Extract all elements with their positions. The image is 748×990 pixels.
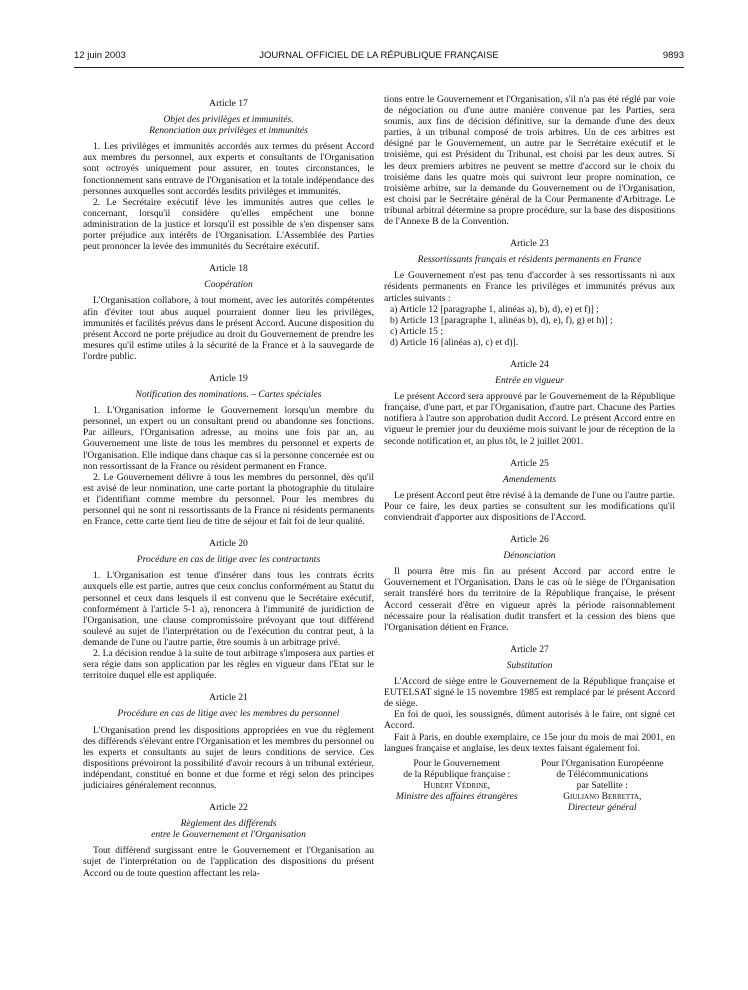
article-27-title: Article 27 (510, 643, 549, 655)
header-title: JOURNAL OFFICIEL DE LA RÉPUBLIQUE FRANÇAISE (259, 50, 499, 61)
article-23-title: Article 23 (510, 238, 549, 250)
sig-gov-line2: de la République française : (403, 768, 511, 780)
article-17-para-1: 1. Les privilèges et immunités accordés aux termes du présent Accord aux membres du personnel, aux experts et consultants de l'Organisation sont octroyés uniquement pour assurer, en toutes circonstances, le fonctionnement sans entrave de l'Organisation et la totale indépendance des personnes auxquelles sont accordés lesdits privilèges et immunités. (83, 141, 374, 197)
article-26-title: Article 26 (510, 534, 549, 546)
sig-org-title: Directeur général (567, 802, 637, 814)
article-19-title: Article 19 (209, 372, 248, 384)
article-26-para-1: Il pourra être mis fin au présent Accord par accord entre le Gouvernement et l'Organisation. Dans le cas où le siège de l'Organisation serait transféré hors du territoire de la République française, le présent Accord cesserait d'être en vigueur après la période raisonnablement nécessaire pour la réalisation dudit transfert et la cession des biens que l'Organisation détient en France. (384, 566, 675, 633)
article-21-para-1: L'Organisation prend les dispositions appropriées en vue du règlement des différends s'élevant entre l'Organisation et les membres du personnel ou les experts et consultants au sujet de leurs conditions de service. Ces dispositions prévoiront la possibilité d'avoir recours à un tribunal extérieur, indépendant, constitué en bonne et due forme et régi selon des principes judiciaires généralement reconnus. (83, 724, 374, 791)
article-19-para-2: 2. Le Gouvernement délivre à tous les membres du personnel, dès qu'il est avisé de leur nomination, une carte portant la photographie du titulaire et l'identifiant comme membre du personnel. Pour les membres du personnel qui ne sont ni ressortissants de la France ni résidents permanents en France, cette carte tient lieu de titre de séjour et fait foi de leur qualité. (83, 471, 374, 528)
header-rule (74, 67, 684, 68)
sig-gov-name: Hubert Védrine, (423, 779, 491, 791)
article-21-title: Article 21 (209, 692, 248, 704)
article-18-title: Article 18 (209, 263, 248, 275)
article-27-subtitle: Substitution (506, 659, 553, 671)
article-22-continuation: tions entre le Gouvernement et l'Organisation, s'il n'a pas été réglé par voie de négociation ou d'une autre manière convenue par les Parties, sera soumis, aux fins de décision définitive, sur la demande d'une des deux parties, à un tribunal composé de trois arbitres. Un de ces arbitres est désigné par le Gouvernement, un autre par le Secrétaire exécutif et le troisième, qui est Président du Tribunal, est choisi par les deux autres. Si les deux premiers arbitres ne peuvent se mettre d'accord sur le choix du troisième dans les quatre mois qui suivront leur propre nomination, ce troisième arbitre, sur la demande du Gouvernement ou de l'Organisation, est choisi par le Secrétaire général de la Cour Permanente d'Arbitrage. Le tribunal arbitral détermine sa propre procédure, sur la base des dispositions de l'Annexe B de la Convention. (384, 94, 675, 228)
list-item: b) Article 13 [paragraphe 1, alinéas b), d), e), f), g) et h)] ; (390, 314, 613, 326)
article-22-title: Article 22 (209, 802, 248, 814)
article-21-subtitle: Procédure en cas de litige avec les membres du personnel (117, 708, 340, 720)
page-header (74, 50, 684, 64)
article-27-para-3: Fait à Paris, en double exemplaire, ce 15e jour du mois de mai 2001, en langues française et anglaise, les deux textes faisant également foi. (384, 731, 675, 754)
article-20-title: Article 20 (209, 538, 248, 550)
article-27-para-2: En foi de quoi, les soussignés, dûment autorisés à le faire, ont signé cet Accord. (384, 709, 675, 732)
article-19-para-1: 1. L'Organisation informe le Gouvernement lorsqu'un membre du personnel, un expert ou un consultant prend ou abandonne ses fonctions. Par ailleurs, l'Organisation adresse, au moins une fois par an, au Gouvernement une liste de tous les membres du personnel et experts de l'Organisation. Elle indique dans chaque cas si la personne concernée est ou non ressortissant de la France ou résident permanent en France. (83, 405, 374, 472)
signature-block (384, 758, 675, 813)
article-17-subtitle-line1: Objet des privilèges et immunités. (163, 114, 294, 126)
sig-org-line3: par Satellite : (576, 779, 628, 791)
sig-org-name: Giuliano Berretta, (563, 790, 642, 802)
sig-org-line1: Pour l'Organisation Européenne (540, 757, 664, 769)
article-24-title: Article 24 (510, 358, 549, 370)
article-25-title: Article 25 (510, 457, 549, 469)
article-23-para-1: Le Gouvernement n'est pas tenu d'accorder à ses ressortissants ni aux résidents permanents en France les privilèges et immunités prévus aux articles suivants : (384, 270, 675, 304)
article-24-subtitle: Entrée en vigueur (495, 375, 564, 387)
article-20-subtitle: Procédure en cas de litige avec les contractants (136, 554, 321, 566)
article-18-para-1: L'Organisation collabore, à tout moment, avec les autorités compétentes afin d'éviter tout abus auquel pourraient donner lieu les privilèges, immunités et facilités prévus dans le présent Accord. Aucune disposition du présent Accord ne porte préjudice au droit du Gouvernement de prendre les mesures qu'il estime utiles à la sécurité de la France et à la sauvegarde de l'ordre public. (83, 295, 374, 362)
list-item: c) Article 15 ; (390, 325, 444, 337)
list-item: d) Article 16 [alinéas a), c) et d)]. (390, 336, 519, 348)
article-25-subtitle: Amendements (502, 473, 557, 485)
article-17-subtitle (83, 114, 374, 136)
article-17-title: Article 17 (209, 98, 248, 109)
article-19-subtitle: Notification des nominations. – Cartes spéciales (135, 389, 322, 401)
left-column (83, 98, 374, 879)
article-23-list (384, 304, 675, 348)
article-17-subtitle-line2: Renonciation aux privilèges et immunités (149, 125, 308, 137)
signature-government (384, 758, 530, 813)
sig-gov-line1: Pour le Gouvernement (413, 757, 501, 769)
article-20-para-1: 1. L'Organisation est tenue d'insérer dans tous les contrats écrits auxquels elle est partie, autres que ceux conclus conformément au Statut du personnel et ceux dans lesquels il est convenu que le Secrétaire exécutif, conformément à l'article 5-1 a), renoncera à l'immunité de juridiction de l'Organisation, une clause compromissoire prévoyant que tout différend soulevé au sujet de l'interprétation ou de l'exécution du contrat peut, à la demande de l'une ou l'autre partie, être soumis à un arbitrage privé. (83, 570, 374, 648)
header-date: 12 juin 2003 (74, 50, 126, 61)
page-number: 9893 (662, 50, 684, 61)
sig-org-line2: de Télécommunications (556, 768, 649, 780)
article-20-para-2: 2. La décision rendue à la suite de tout arbitrage s'imposera aux parties et sera régie dans son application par les règles en vigueur dans l'Etat sur le territoire duquel elle est appliquée. (83, 648, 374, 682)
article-22-para-1: Tout différend surgissant entre le Gouvernement et l'Organisation au sujet de l'interprétation ou de l'application des dispositions du présent Accord ou de toute question affectant les rela- (83, 845, 374, 879)
article-24-para-1: Le présent Accord sera approuvé par le Gouvernement de la République française, d'une part, et par l'Organisation, d'autre part. Chacune des Parties notifiera à l'autre son approbation dudit Accord. Le présent Accord entre en vigueur le premier jour du deuxième mois suivant le jour de réception de la seconde notification et, au plus tôt, le 2 juillet 2001. (384, 391, 675, 447)
sig-gov-title: Ministre des affaires étrangères (395, 790, 518, 802)
signature-organisation (530, 758, 676, 813)
article-18-subtitle: Coopération (204, 279, 253, 291)
article-22-subtitle-line2: entre le Gouvernement et l'Organisation (151, 829, 306, 841)
article-17-para-2: 2. Le Secrétaire exécutif lève les immunités autres que celles le concernant, lorsqu'il considère qu'elles empêchent une bonne administration de la justice et lorsqu'il est possible de s'en dispenser sans porter préjudice aux intérêts de l'Organisation. L'Assemblée des Parties peut prononcer la levée des immunités du Secrétaire exécutif. (83, 196, 374, 253)
article-26-subtitle: Dénonciation (503, 550, 556, 562)
right-column (384, 94, 675, 813)
article-23-subtitle: Ressortissants français et résidents permanents en France (417, 254, 642, 266)
article-27-para-1: L'Accord de siège entre le Gouvernement de la République française et EUTELSAT signé le 15 novembre 1985 est remplacé par le présent Accord de siège. (384, 676, 675, 710)
article-25-para-1: Le présent Accord peut être révisé à la demande de l'une ou l'autre partie. Pour ce faire, les deux parties se consultent sur les modifications qu'il conviendrait d'apporter aux dispositions de l'Accord. (384, 489, 676, 523)
article-22-subtitle-line1: Règlement des différends (180, 818, 277, 830)
list-item: a) Article 12 [paragraphe 1, alinéas a), b), d), e) et f)] ; (390, 303, 599, 315)
article-22-subtitle (83, 818, 374, 840)
